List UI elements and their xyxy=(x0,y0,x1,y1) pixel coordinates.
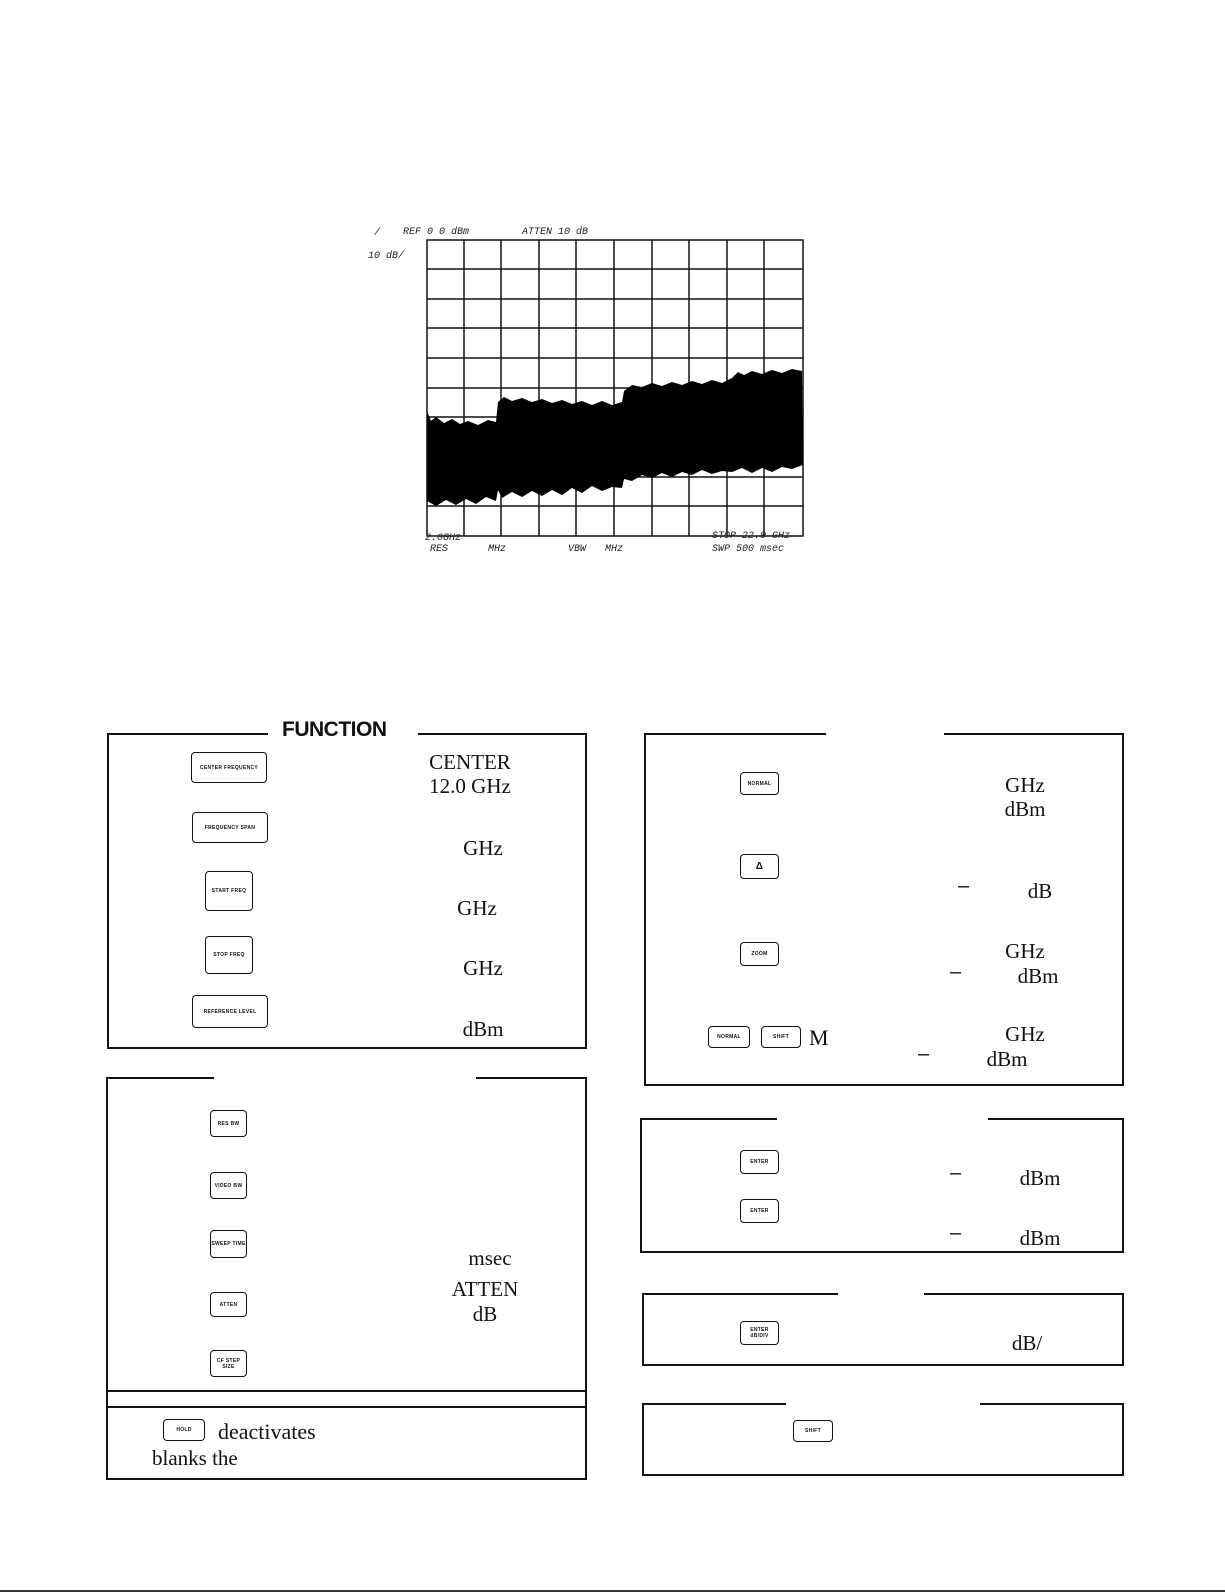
sweep-unit: msec xyxy=(468,1246,512,1270)
center-label: CENTER xyxy=(429,750,511,774)
shift-panel xyxy=(642,1403,1124,1476)
stop-freq-key[interactable]: STOP FREQ xyxy=(205,936,253,974)
function-title: FUNCTION xyxy=(282,718,387,741)
marker-letter: M xyxy=(809,1025,829,1050)
enter-db-div-key[interactable]: ENTER dB/DIV xyxy=(740,1321,779,1345)
screen-res-bw-unit: MHz xyxy=(488,544,507,555)
reference-unit: dBm xyxy=(462,1017,504,1041)
marker-m-dash: – xyxy=(918,1043,930,1065)
sweep-time-key[interactable]: SWEEP TIME xyxy=(210,1230,247,1258)
screen-ref-level: REF 0 0 dBm xyxy=(403,227,470,238)
marker-zoom-key[interactable]: ZOOM xyxy=(740,942,779,966)
scale-unit: dB/ xyxy=(1011,1331,1043,1355)
spectrum-screen xyxy=(360,228,830,576)
screen-res-bw: RES xyxy=(430,544,449,555)
cf-step-size-key[interactable]: CF STEP SIZE xyxy=(210,1350,247,1377)
noise-trace xyxy=(427,369,803,506)
reference-level-key[interactable]: REFERENCE LEVEL xyxy=(192,995,268,1028)
enter-unit-1: dBm xyxy=(1019,1166,1061,1190)
span-unit: GHz xyxy=(463,836,503,860)
screen-start-freq: 2.0GHz xyxy=(425,533,462,544)
screen-stop-freq: STOP 22.0 GHz xyxy=(712,531,791,542)
marker-delta-unit: dB xyxy=(1027,879,1053,903)
screen-top-left: / xyxy=(374,228,381,239)
screen-scale: 10 dB/ xyxy=(368,251,405,262)
spectrum-graticule xyxy=(426,239,804,537)
enter-key-2[interactable]: ENTER xyxy=(740,1199,779,1223)
start-freq-key[interactable]: START FREQ xyxy=(205,871,253,911)
res-bw-key[interactable]: RES BW xyxy=(210,1110,247,1137)
marker-m-freq-unit: GHz xyxy=(1005,1022,1045,1046)
start-unit: GHz xyxy=(457,896,497,920)
center-value: 12.0 GHz xyxy=(429,774,511,798)
marker-normal-key-2[interactable]: NORMAL xyxy=(708,1026,750,1048)
screen-vbw: VBW xyxy=(568,544,587,555)
marker-delta-dash: – xyxy=(958,875,970,897)
atten-unit: dB xyxy=(472,1302,498,1326)
atten-key[interactable]: ATTEN xyxy=(210,1292,247,1317)
hold-description-2: blanks the xyxy=(152,1446,238,1470)
screen-atten: ATTEN 10 dB xyxy=(522,227,589,238)
stop-unit: GHz xyxy=(463,956,503,980)
bottom-rule xyxy=(0,1590,1225,1592)
marker-normal-amp-unit: dBm xyxy=(1004,797,1046,821)
marker-zoom-amp-unit: dBm xyxy=(1017,964,1059,988)
enter-unit-2: dBm xyxy=(1019,1226,1061,1250)
marker-normal-freq-unit: GHz xyxy=(1005,773,1045,797)
enter-key-1[interactable]: ENTER xyxy=(740,1150,779,1174)
hold-description-1: deactivates xyxy=(218,1419,316,1444)
marker-normal-key[interactable]: NORMAL xyxy=(740,772,779,795)
marker-m-amp-unit: dBm xyxy=(986,1047,1028,1071)
center-frequency-key[interactable]: CENTER FREQUENCY xyxy=(191,752,267,783)
marker-zoom-freq-unit: GHz xyxy=(1005,939,1045,963)
enter-dash-2: – xyxy=(950,1222,962,1244)
atten-label: ATTEN xyxy=(451,1277,519,1301)
hold-key[interactable]: HOLD xyxy=(163,1419,205,1441)
marker-zoom-dash: – xyxy=(950,961,962,983)
marker-delta-key[interactable]: Δ xyxy=(740,854,779,879)
shift-key[interactable]: SHIFT xyxy=(793,1420,833,1442)
screen-sweep: SWP 500 msec xyxy=(712,544,785,555)
frequency-span-key[interactable]: FREQUENCY SPAN xyxy=(192,812,268,843)
screen-vbw-unit: MHz xyxy=(605,544,624,555)
enter-dash-1: – xyxy=(950,1162,962,1184)
video-bw-key[interactable]: VIDEO BW xyxy=(210,1172,247,1199)
marker-shift-key[interactable]: SHIFT xyxy=(761,1026,801,1048)
